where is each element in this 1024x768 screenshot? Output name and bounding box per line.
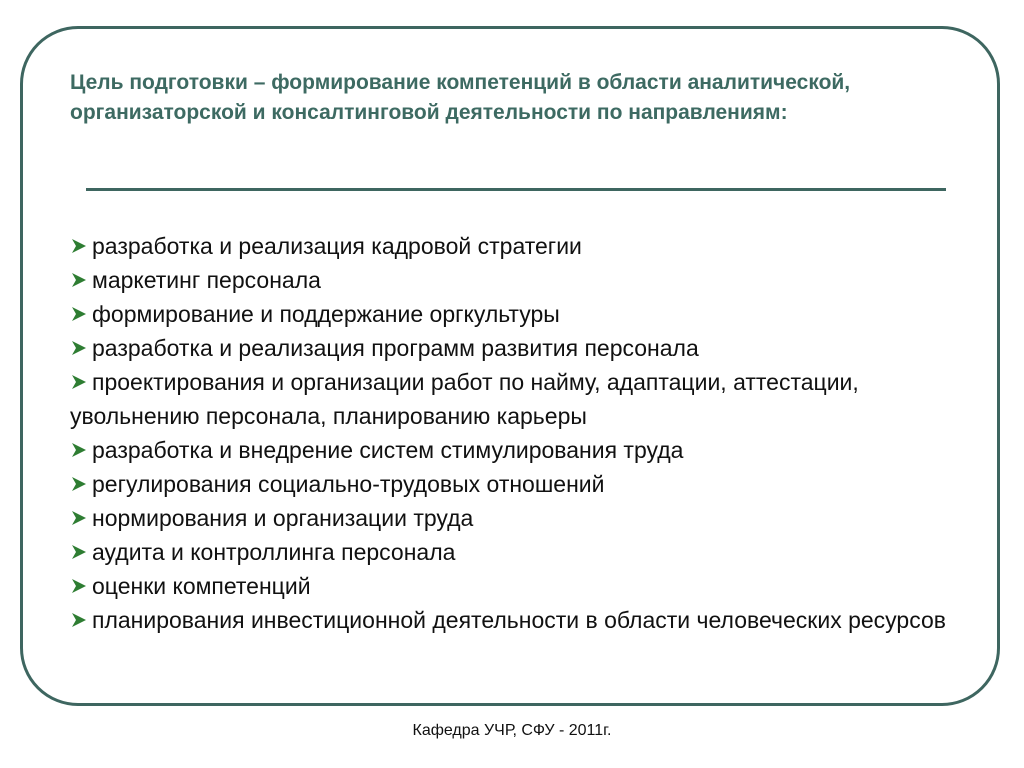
- arrow-bullet-icon: [70, 509, 91, 527]
- list-item: аудита и контроллинга персонала: [70, 535, 970, 569]
- arrow-bullet-icon: [70, 373, 91, 391]
- list-item: проектирования и организации работ по найму, адаптации, аттестации, увольнению персонала, планированию карьеры: [70, 369, 859, 429]
- list-item: разработка и реализация программ развития персонала: [70, 331, 970, 365]
- arrow-bullet-icon: [70, 475, 91, 493]
- slide-heading: Цель подготовки – формирование компетенций в области аналитической, организаторской и консалтинговой деятельности по направлениям:: [70, 71, 851, 124]
- list-item: нормирования и организации труда: [70, 501, 970, 535]
- arrow-bullet-icon: [70, 577, 91, 595]
- list-item: разработка и реализация кадровой стратегии: [70, 229, 970, 263]
- list-item: оценки компетенций: [70, 569, 970, 603]
- slide-footer: Кафедра УЧР, СФУ - 2011г.: [412, 722, 612, 739]
- list-item: разработка и внедрение систем стимулирования труда: [70, 433, 970, 467]
- heading-divider: [86, 188, 946, 191]
- arrow-bullet-icon: [70, 305, 91, 323]
- list-item: маркетинг персонала: [70, 263, 970, 297]
- arrow-bullet-icon: [70, 339, 91, 357]
- arrow-bullet-icon: [70, 237, 91, 255]
- arrow-bullet-icon: [70, 611, 91, 629]
- list-item: формирование и поддержание оргкультуры: [70, 297, 970, 331]
- arrow-bullet-icon: [70, 441, 91, 459]
- list-item: регулирования социально-трудовых отношений: [70, 467, 970, 501]
- competency-list: [70, 229, 970, 637]
- arrow-bullet-icon: [70, 271, 91, 289]
- list-item: планирования инвестиционной деятельности в области человеческих ресурсов: [70, 603, 970, 637]
- arrow-bullet-icon: [70, 543, 91, 561]
